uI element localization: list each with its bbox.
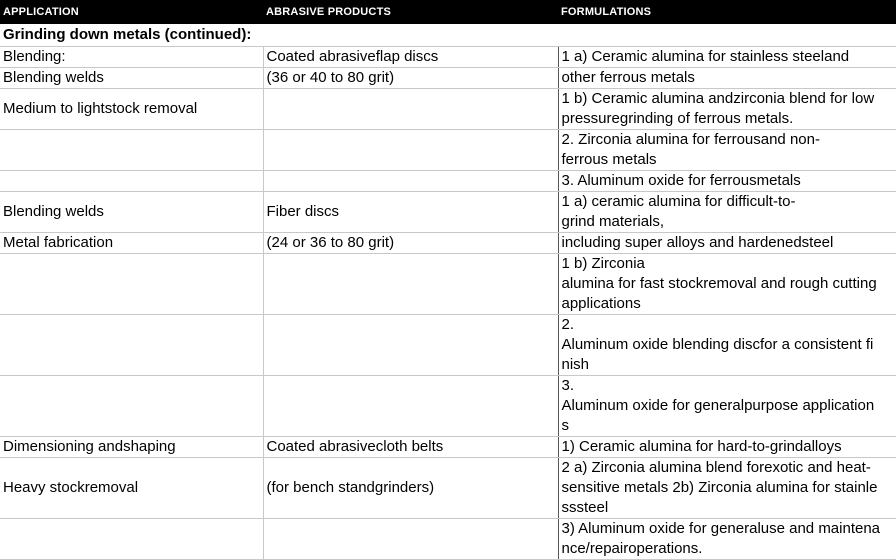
- product-cell: [263, 376, 558, 437]
- formulation-line: 3.: [561, 377, 575, 394]
- application-cell: Heavy stockremoval: [0, 458, 263, 519]
- formulation-line: grind materials,: [561, 213, 665, 230]
- formulation-line: nish: [561, 356, 590, 373]
- product-cell: (for bench standgrinders): [263, 458, 558, 519]
- formulation-cell: [558, 192, 896, 233]
- formulation-line: 3) Aluminum oxide for generaluse and maintena: [561, 520, 881, 537]
- application-cell: [0, 254, 263, 315]
- application-cell: [0, 315, 263, 376]
- table-row: [0, 89, 896, 130]
- application-cell: [0, 519, 263, 560]
- header-abrasive-products: ABRASIVE PRODUCTS: [263, 0, 558, 24]
- formulation-cell: [558, 68, 896, 89]
- formulation-cell: [558, 89, 896, 130]
- formulation-line: other ferrous metals: [561, 69, 695, 86]
- header-application: APPLICATION: [0, 0, 263, 24]
- formulation-line: 2. Zirconia alumina for ferrousand non-: [561, 131, 820, 148]
- table-row: [0, 233, 896, 254]
- table-body: [0, 24, 896, 560]
- table-row: [0, 47, 896, 68]
- application-cell: Blending:: [0, 47, 263, 68]
- formulation-cell: [558, 376, 896, 437]
- table-row: [0, 254, 896, 315]
- formulation-cell: [558, 47, 896, 68]
- formulation-line: alumina for fast stockremoval and rough cutting: [561, 275, 877, 292]
- table-row: [0, 68, 896, 89]
- product-cell: [263, 171, 558, 192]
- product-cell: [263, 89, 558, 130]
- formulation-cell: [558, 254, 896, 315]
- formulation-line: nce/repairoperations.: [561, 540, 703, 557]
- application-cell: [0, 171, 263, 192]
- formulation-line: 3. Aluminum oxide for ferrousmetals: [561, 172, 801, 189]
- section-row: [0, 24, 896, 47]
- section-title: Grinding down metals (continued):: [0, 24, 896, 47]
- formulation-line: 2.: [561, 316, 575, 333]
- table-row: [0, 130, 896, 171]
- header-row: [0, 0, 896, 24]
- table-header: [0, 0, 896, 24]
- application-cell: [0, 130, 263, 171]
- formulation-cell: [558, 130, 896, 171]
- formulation-line: 1 a) ceramic alumina for difficult-to-: [561, 193, 796, 210]
- formulation-line: sensitive metals 2b) Zirconia alumina for stainle: [561, 479, 878, 496]
- formulation-line: applications: [561, 295, 641, 312]
- product-cell: [263, 254, 558, 315]
- formulation-line: Aluminum oxide blending discfor a consistent fi: [561, 336, 874, 353]
- formulation-line: 1 a) Ceramic alumina for stainless steeland: [561, 48, 850, 65]
- formulation-cell: [558, 315, 896, 376]
- formulation-line: 1 b) Ceramic alumina andzirconia blend for low: [561, 90, 875, 107]
- header-formulations: FORMULATIONS: [558, 0, 896, 24]
- table-row: [0, 519, 896, 560]
- formulation-line: sssteel: [561, 499, 609, 516]
- application-cell: Blending welds: [0, 68, 263, 89]
- formulation-cell: [558, 519, 896, 560]
- formulation-line: ferrous metals: [561, 151, 657, 168]
- table-row: [0, 437, 896, 458]
- table-row: [0, 315, 896, 376]
- formulation-line: 1 b) Zirconia: [561, 255, 645, 272]
- product-cell: Coated abrasivecloth belts: [263, 437, 558, 458]
- product-cell: Fiber discs: [263, 192, 558, 233]
- application-cell: Blending welds: [0, 192, 263, 233]
- table-row: [0, 171, 896, 192]
- table-row: [0, 458, 896, 519]
- application-cell: Medium to lightstock removal: [0, 89, 263, 130]
- formulation-cell: [558, 458, 896, 519]
- formulation-line: 2 a) Zirconia alumina blend forexotic and heat-: [561, 459, 871, 476]
- formulation-line: s: [561, 417, 569, 434]
- formulation-cell: [558, 233, 896, 254]
- formulation-line: 1) Ceramic alumina for hard-to-grindalloys: [561, 438, 842, 455]
- formulation-cell: [558, 171, 896, 192]
- product-cell: Coated abrasiveflap discs: [263, 47, 558, 68]
- formulation-cell: [558, 437, 896, 458]
- product-cell: (24 or 36 to 80 grit): [263, 233, 558, 254]
- product-cell: [263, 519, 558, 560]
- table-row: [0, 376, 896, 437]
- formulation-line: Aluminum oxide for generalpurpose application: [561, 397, 875, 414]
- formulation-line: pressuregrinding of ferrous metals.: [561, 110, 794, 127]
- product-cell: [263, 315, 558, 376]
- product-cell: [263, 130, 558, 171]
- formulation-line: including super alloys and hardenedsteel: [561, 234, 834, 251]
- table-row: [0, 192, 896, 233]
- application-cell: [0, 376, 263, 437]
- application-cell: Dimensioning andshaping: [0, 437, 263, 458]
- product-cell: (36 or 40 to 80 grit): [263, 68, 558, 89]
- application-cell: Metal fabrication: [0, 233, 263, 254]
